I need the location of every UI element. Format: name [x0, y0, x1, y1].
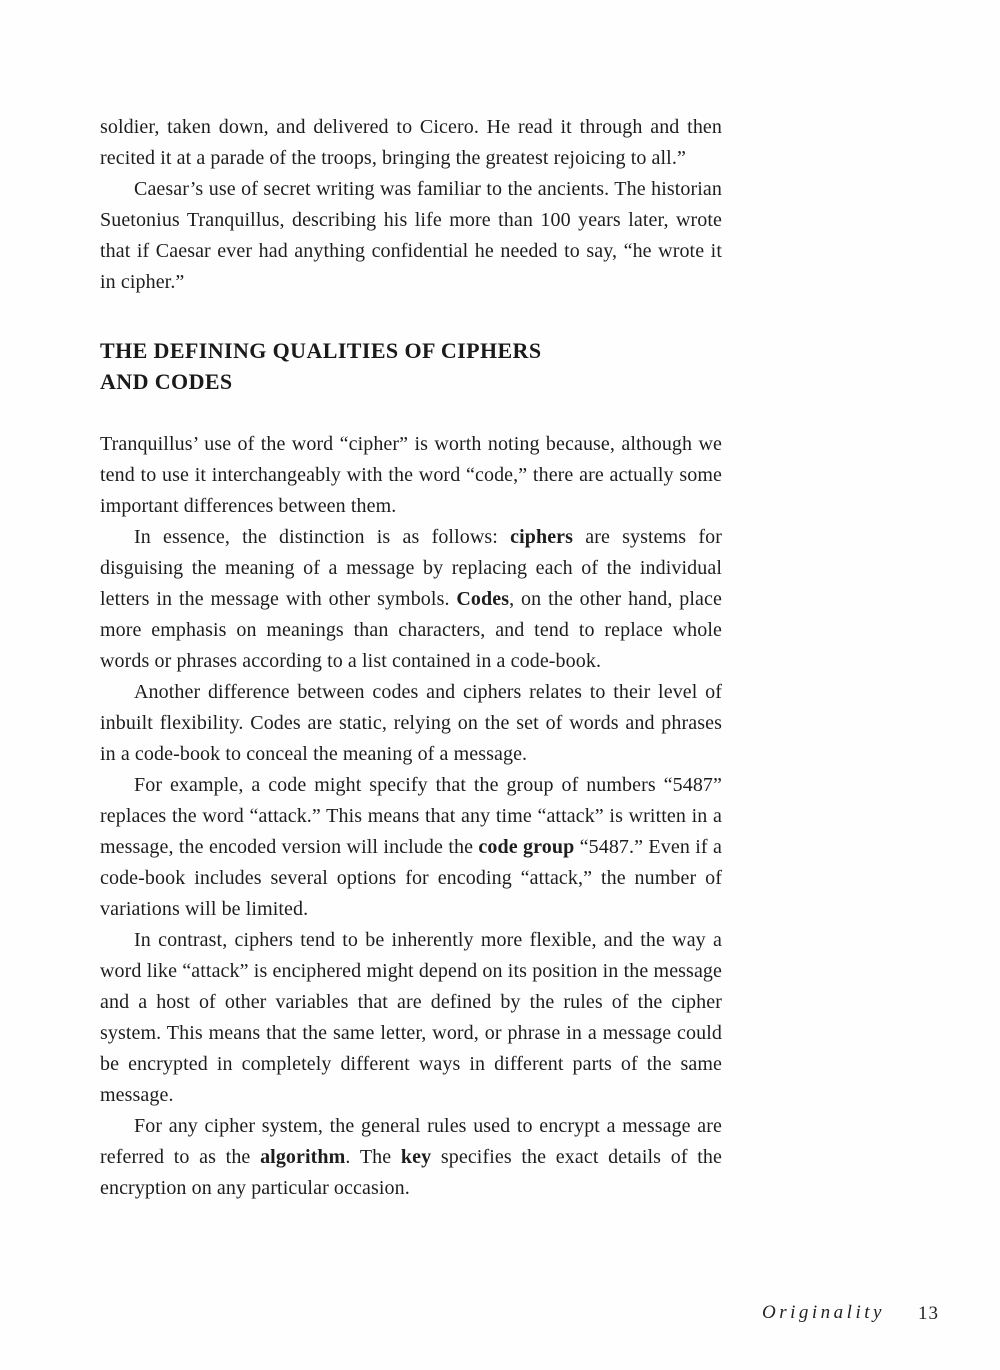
paragraph-text: “5487.” Even if a code-book includes several options for encoding “attack,” the number of variations will be limited.	[100, 836, 723, 920]
paragraph-text: , on the other hand, place more emphasis on meanings than characters, and tend to replace whole words or phrases according to a list contained in a code-book.	[100, 588, 722, 672]
body-paragraph	[100, 174, 722, 298]
body-paragraph	[100, 1111, 722, 1204]
paragraph-text: specifies the exact details of the encryption on any particular occasion.	[100, 1146, 722, 1199]
paragraph-text: For any cipher system, the general rules used to encrypt a message are referred to as the	[100, 1115, 722, 1168]
page-content	[100, 112, 722, 1204]
bold-term: key	[400, 1146, 432, 1168]
paragraph-text: . The	[345, 1146, 401, 1168]
paragraph-text: soldier, taken down, and delivered to Cicero. He read it through and then recited it at a parade of the troops, bringing the greatest rejoicing to all.”	[100, 116, 722, 169]
bold-term: code group	[478, 836, 575, 858]
paragraph-text: Tranquillus’ use of the word “cipher” is worth noting because, although we tend to use it interchangeably with the word “code,” there are actually some important differences between them.	[100, 433, 722, 517]
paragraph-text: For example, a code might specify that the group of numbers “5487” replaces the word “attack.” This means that any time “attack” is written in a message, the encoded version will include the	[100, 774, 722, 858]
page-footer	[0, 1300, 1000, 1342]
paragraph-text: In contrast, ciphers tend to be inherently more flexible, and the way a word like “attack” is enciphered might depend on its position in the message and a host of other variables that are defined by the rules of the cipher system. This means that the same letter, word, or phrase in a message could be encrypted in completely different ways in different parts of the same message.	[100, 929, 722, 1106]
paragraph-text: In essence, the distinction is as follows:	[134, 526, 511, 548]
body-paragraph	[100, 112, 722, 174]
paragraph-text: are systems for disguising the meaning of a message by replacing each of the individual letters in the message with other symbols.	[100, 526, 722, 610]
section-heading-line: AND CODES	[100, 369, 233, 394]
body-paragraph	[100, 429, 722, 522]
section-heading	[100, 335, 722, 397]
body-paragraph	[100, 925, 722, 1111]
body-paragraph	[100, 522, 722, 677]
body-paragraph	[100, 770, 722, 925]
paragraph-text: Caesar’s use of secret writing was familiar to the ancients. The historian Suetonius Tranquillus, describing his life more than 100 years later, wrote that if Caesar ever had anything confidential he needed to say, “he wrote it in cipher.”	[100, 178, 722, 293]
bold-term: algorithm	[260, 1146, 346, 1168]
bold-term: Codes	[456, 588, 510, 610]
bold-term: ciphers	[510, 526, 574, 548]
page-number: 13	[918, 1303, 939, 1324]
section-heading-line: THE DEFINING QUALITIES OF CIPHERS	[100, 338, 542, 363]
body-paragraph	[100, 677, 722, 770]
running-head: Originality	[762, 1302, 885, 1323]
paragraph-text: Another difference between codes and ciphers relates to their level of inbuilt flexibility. Codes are static, relying on the set of words and phrases in a code-book to conceal the meaning of a message.	[100, 681, 722, 765]
